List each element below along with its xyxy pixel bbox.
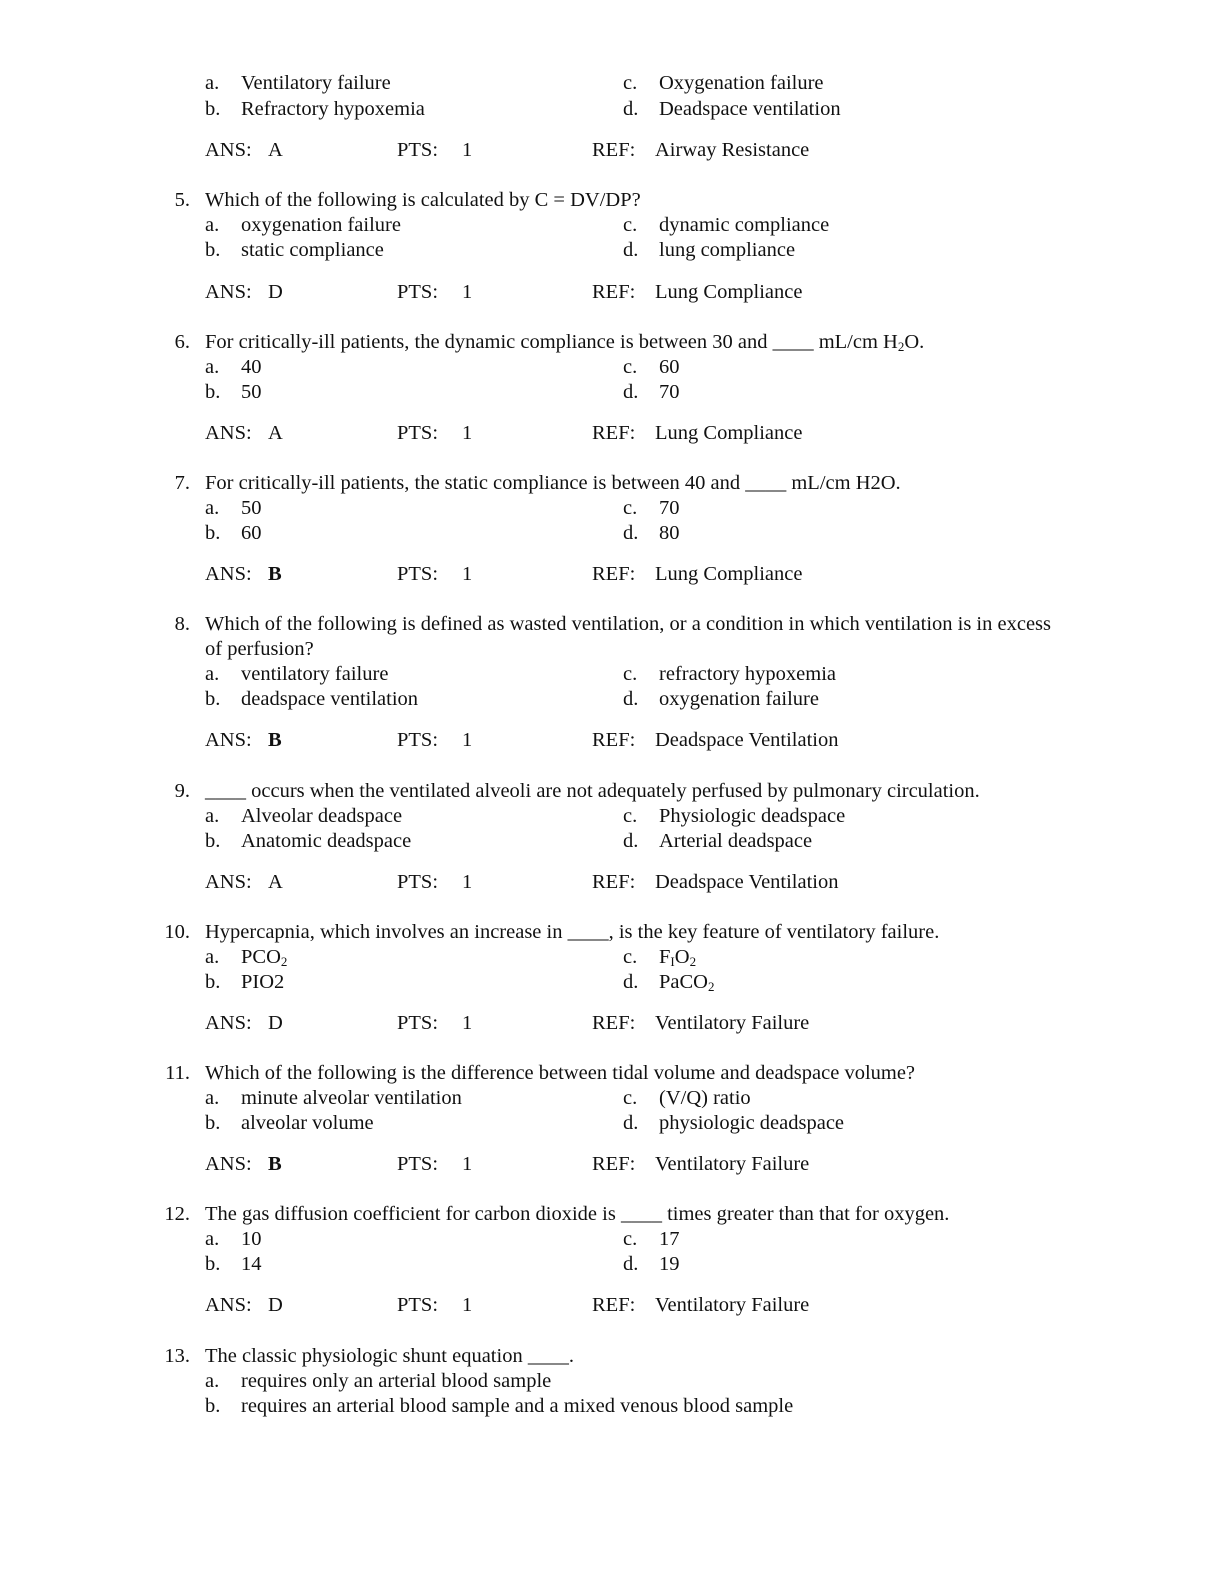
- question-stem: The gas diffusion coefficient for carbon dioxide is ____ times greater than that for oxygen.: [205, 1203, 950, 1225]
- option-b: b. PIO2: [205, 971, 285, 993]
- ref-value: Ventilatory Failure: [655, 1012, 810, 1034]
- ref-label: REF:: [592, 729, 636, 751]
- ref-value: Ventilatory Failure: [655, 1153, 810, 1175]
- question-stem-line-2: of perfusion?: [205, 638, 314, 660]
- ans-value: D: [268, 1294, 283, 1316]
- question-stem: Which of the following is calculated by C = DV/DP?: [205, 189, 641, 211]
- pts-label: PTS:: [397, 1294, 439, 1316]
- ref-value: Airway Resistance: [655, 139, 810, 161]
- option-d: d. Deadspace ventilation: [623, 98, 841, 120]
- ref-label: REF:: [592, 871, 636, 893]
- ref-value: Ventilatory Failure: [655, 1294, 810, 1316]
- ref-label: REF:: [592, 1294, 636, 1316]
- option-c: c. Physiologic deadspace: [623, 805, 846, 827]
- pts-value: 1: [462, 139, 473, 161]
- pts-value: 1: [462, 281, 473, 303]
- ref-label: REF:: [592, 1153, 636, 1175]
- ref-label: REF:: [592, 281, 636, 303]
- question-number: 6.: [174, 331, 190, 353]
- option-d: d. 19: [623, 1253, 680, 1275]
- option-d: d. lung compliance: [623, 239, 796, 261]
- ans-value: A: [268, 139, 283, 161]
- option-a: a. $PCO_2$: [205, 946, 288, 969]
- option-b: b. deadspace ventilation: [205, 688, 419, 710]
- question-number: 7.: [174, 472, 190, 494]
- option-c: c. dynamic compliance: [623, 214, 830, 236]
- question-stem: Hypercapnia, which involves an increase in ____, is the key feature of ventilatory failure.: [205, 921, 940, 943]
- option-d: d. physiologic deadspace: [623, 1112, 845, 1134]
- option-b: b. Refractory hypoxemia: [205, 98, 425, 120]
- pts-value: 1: [462, 563, 473, 585]
- question-number: 13.: [164, 1345, 190, 1367]
- ans-label: ANS:: [205, 729, 252, 751]
- option-a: a. ventilatory failure: [205, 663, 389, 685]
- question-number: 10.: [164, 921, 190, 943]
- option-c: c. Oxygenation failure: [623, 72, 824, 94]
- ref-label: REF:: [592, 1012, 636, 1034]
- pts-label: PTS:: [397, 1012, 439, 1034]
- question-stem: The classic physiologic shunt equation ____.: [205, 1345, 574, 1367]
- option-d: d. PaCO$_2$: [623, 971, 715, 994]
- option-b: b. 50: [205, 381, 262, 403]
- pts-value: 1: [462, 1153, 473, 1175]
- answer-row: [205, 280, 1105, 305]
- option-c: c. 60: [623, 356, 680, 378]
- pts-label: PTS:: [397, 1153, 439, 1175]
- answer-row: [205, 1293, 1105, 1318]
- option-a: a. 10: [205, 1228, 262, 1250]
- option-d: d. 80: [623, 522, 680, 544]
- ref-value: Lung Compliance: [655, 281, 803, 303]
- question-number: 5.: [174, 189, 190, 211]
- question-stem: For critically-ill patients, the dynamic compliance is between 30 and ____ mL/cm $H_2O$.: [205, 331, 925, 354]
- ans-label: ANS:: [205, 422, 252, 444]
- pts-label: PTS:: [397, 871, 439, 893]
- answer-row: [205, 1011, 1105, 1036]
- ans-label: ANS:: [205, 563, 252, 585]
- ref-value: Lung Compliance: [655, 422, 803, 444]
- pts-label: PTS:: [397, 563, 439, 585]
- ref-value: Deadspace Ventilation: [655, 729, 839, 751]
- pts-label: PTS:: [397, 729, 439, 751]
- option-a: a. oxygenation failure: [205, 214, 401, 236]
- ref-value: Lung Compliance: [655, 563, 803, 585]
- option-c: c. refractory hypoxemia: [623, 663, 837, 685]
- ref-label: REF:: [592, 422, 636, 444]
- pts-value: 1: [462, 729, 473, 751]
- option-a: a. Ventilatory failure: [205, 72, 391, 94]
- answer-row: [205, 870, 1105, 895]
- ans-value: A: [268, 871, 283, 893]
- pts-value: 1: [462, 422, 473, 444]
- pts-label: PTS:: [397, 139, 439, 161]
- answer-row: [205, 138, 1105, 163]
- question-number: 11.: [165, 1062, 190, 1084]
- option-b: b. Anatomic deadspace: [205, 830, 412, 852]
- ans-label: ANS:: [205, 1294, 252, 1316]
- question-stem-line-1: Which of the following is defined as wasted ventilation, or a condition in which ventilation is in excess: [205, 613, 1052, 635]
- question-number: 8.: [174, 613, 190, 635]
- option-a: a. requires only an arterial blood sample: [205, 1370, 552, 1392]
- ans-value: D: [268, 281, 283, 303]
- ans-value: A: [268, 422, 283, 444]
- answer-row: [205, 562, 1105, 587]
- answer-row: [205, 728, 1105, 753]
- question-number: 12.: [164, 1203, 190, 1225]
- ans-label: ANS:: [205, 139, 252, 161]
- option-d: d. oxygenation failure: [623, 688, 819, 710]
- answer-row: [205, 1152, 1105, 1177]
- ref-label: REF:: [592, 563, 636, 585]
- option-c: c. (V/Q) ratio: [623, 1087, 751, 1109]
- pts-value: 1: [462, 1294, 473, 1316]
- option-c: c. 17: [623, 1228, 680, 1250]
- option-b: b. requires an arterial blood sample and a mixed venous blood sample: [205, 1395, 794, 1417]
- option-b: b. alveolar volume: [205, 1112, 374, 1134]
- ans-value: B: [268, 1153, 282, 1175]
- ref-value: Deadspace Ventilation: [655, 871, 839, 893]
- option-d: d. 70: [623, 381, 680, 403]
- question-stem: Which of the following is the difference between tidal volume and deadspace volume?: [205, 1062, 916, 1084]
- option-a: a. 40: [205, 356, 262, 378]
- option-b: b. static compliance: [205, 239, 384, 261]
- ans-value: B: [268, 729, 282, 751]
- pts-label: PTS:: [397, 422, 439, 444]
- option-a: a. Alveolar deadspace: [205, 805, 403, 827]
- option-d: d. Arterial deadspace: [623, 830, 813, 852]
- answer-row: [205, 421, 1105, 446]
- option-c: c. 70: [623, 497, 680, 519]
- ans-label: ANS:: [205, 1012, 252, 1034]
- option-b: b. 60: [205, 522, 262, 544]
- question-number: 9.: [174, 780, 190, 802]
- ans-label: ANS:: [205, 871, 252, 893]
- ref-label: REF:: [592, 139, 636, 161]
- ans-value: B: [268, 563, 282, 585]
- pts-value: 1: [462, 1012, 473, 1034]
- option-a: a. 50: [205, 497, 262, 519]
- ans-label: ANS:: [205, 281, 252, 303]
- pts-value: 1: [462, 871, 473, 893]
- question-stem: ____ occurs when the ventilated alveoli are not adequately perfused by pulmonary circulation.: [205, 780, 980, 802]
- option-a: a. minute alveolar ventilation: [205, 1087, 462, 1109]
- question-stem: For critically-ill patients, the static compliance is between 40 and ____ mL/cm H2O.: [205, 472, 901, 494]
- ans-label: ANS:: [205, 1153, 252, 1175]
- pts-label: PTS:: [397, 281, 439, 303]
- option-b: b. 14: [205, 1253, 262, 1275]
- option-c: c. $F_IO_2$: [623, 946, 697, 969]
- ans-value: D: [268, 1012, 283, 1034]
